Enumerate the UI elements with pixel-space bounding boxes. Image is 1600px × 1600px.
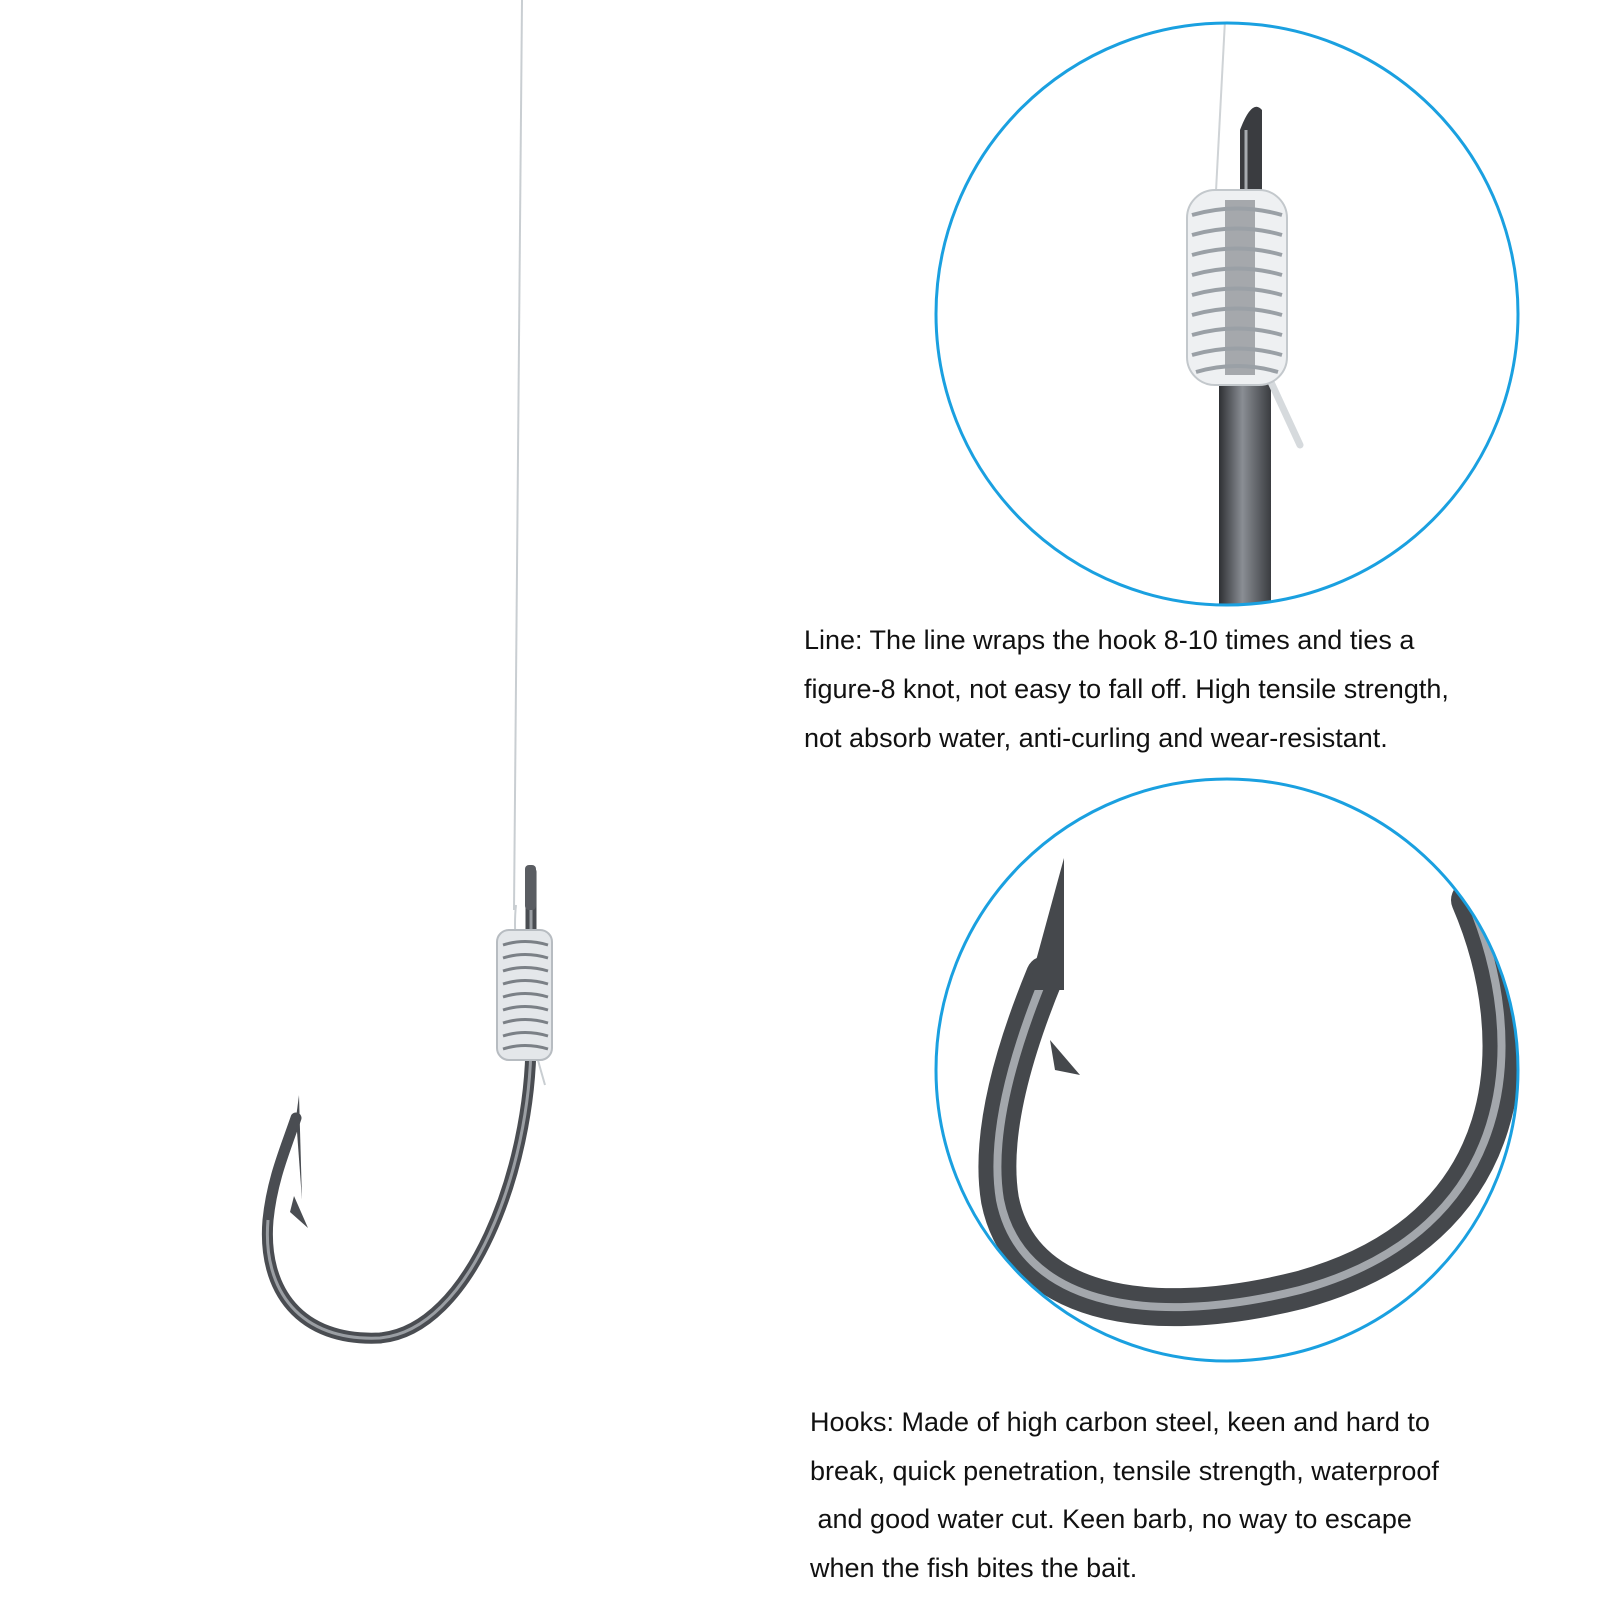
hooks-description-text: when the fish bites the bait. [810,1552,1138,1583]
knot-detail-circle [936,20,1518,630]
hooks-description-text: and good water cut. Keen barb, no way to escape [810,1504,1412,1534]
line-description [804,616,1449,763]
hooks-description-text: Hooks: Made of high carbon steel, keen and hard to [810,1407,1430,1437]
main-hook-illustration [267,0,552,1338]
line-description-text: Line: The line wraps the hook 8-10 times and ties a [804,625,1415,655]
hook-point-icon [296,1095,302,1200]
line-description-text: figure-8 knot, not easy to fall off. High tensile strength, [804,674,1449,704]
hooks-description-text: break, quick penetration, tensile strength, waterproof [810,1455,1439,1486]
knot-wraps-icon [497,930,552,1060]
line-description-text: not absorb water, anti-curling and wear-resistant. [804,723,1388,753]
fishing-line [514,0,522,910]
hook-icon [267,872,531,1338]
hooks-description [810,1398,1439,1592]
barb-icon [290,1196,308,1228]
barb-detail-circle [936,779,1518,1361]
